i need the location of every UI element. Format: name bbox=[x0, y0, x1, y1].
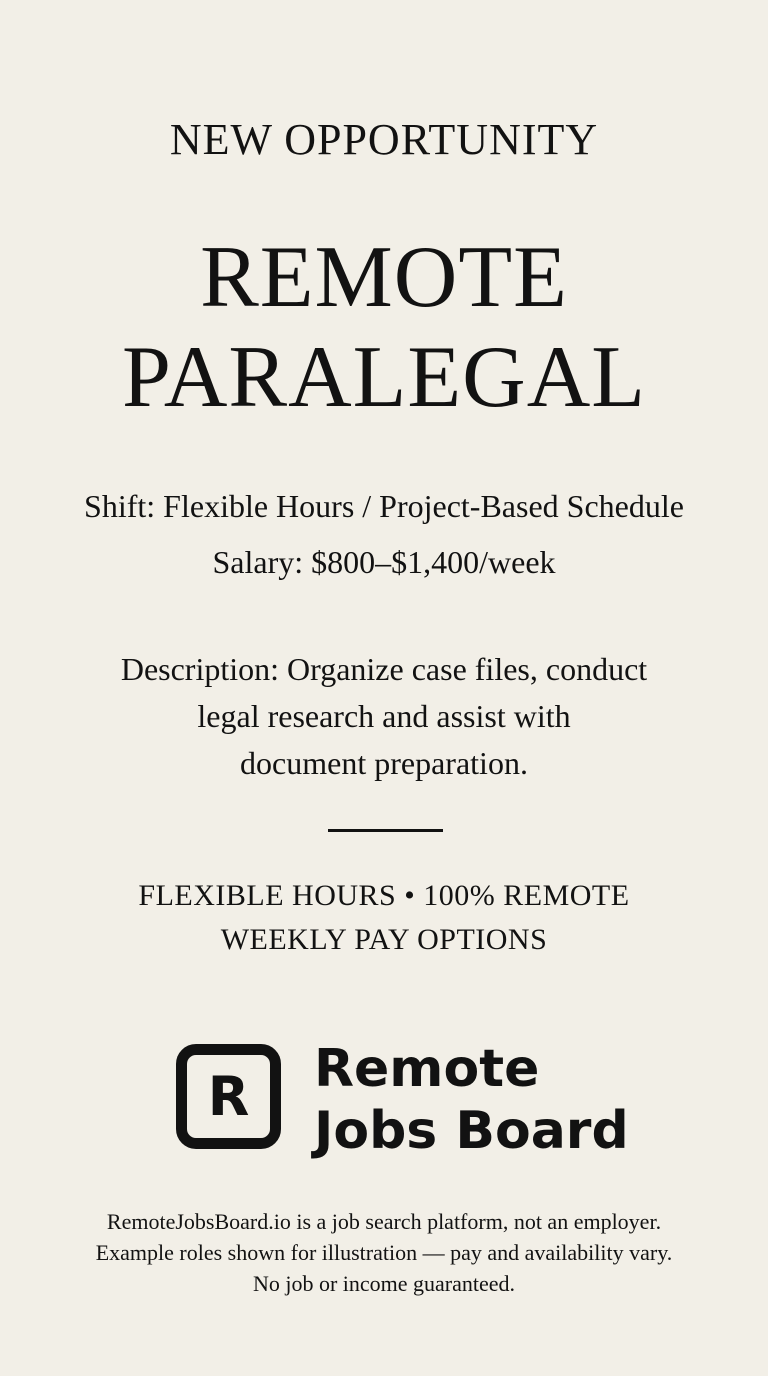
eyebrow-heading: NEW OPPORTUNITY bbox=[169, 115, 599, 164]
disclaimer-line-3: No job or income guaranteed. bbox=[252, 1271, 516, 1296]
job-title bbox=[0, 228, 768, 428]
description-line-2: legal research and assist with bbox=[197, 698, 571, 734]
disclaimer-line-2: Example roles shown for illustration — pay and availability vary. bbox=[95, 1240, 673, 1265]
brand-name-line-1: Remote bbox=[314, 1039, 540, 1099]
description-line-1: Description: Organize case files, conduct bbox=[120, 651, 648, 687]
shift-text: Shift: Flexible Hours / Project-Based Schedule bbox=[84, 488, 684, 524]
disclaimer bbox=[40, 1206, 728, 1299]
perks-list bbox=[0, 874, 768, 962]
salary-text: Salary: $800–$1,400/week bbox=[212, 544, 556, 580]
brand-logo bbox=[176, 1040, 646, 1168]
perks-line-2: WEEKLY PAY OPTIONS bbox=[220, 923, 548, 956]
divider bbox=[328, 829, 443, 832]
description-text bbox=[80, 646, 688, 787]
perks-line-1: FLEXIBLE HOURS • 100% REMOTE bbox=[138, 879, 630, 912]
brand-name bbox=[314, 1038, 629, 1162]
logo-mark-letter: R bbox=[207, 1064, 250, 1128]
brand-name-line-2: Jobs Board bbox=[314, 1101, 629, 1161]
disclaimer-line-1: RemoteJobsBoard.io is a job search platform, not an employer. bbox=[106, 1209, 662, 1234]
job-title-line-2: PARALEGAL bbox=[121, 329, 647, 426]
description-line-3: document preparation. bbox=[240, 745, 528, 781]
logo-mark-icon bbox=[176, 1044, 281, 1149]
job-title-line-1: REMOTE bbox=[200, 229, 568, 326]
